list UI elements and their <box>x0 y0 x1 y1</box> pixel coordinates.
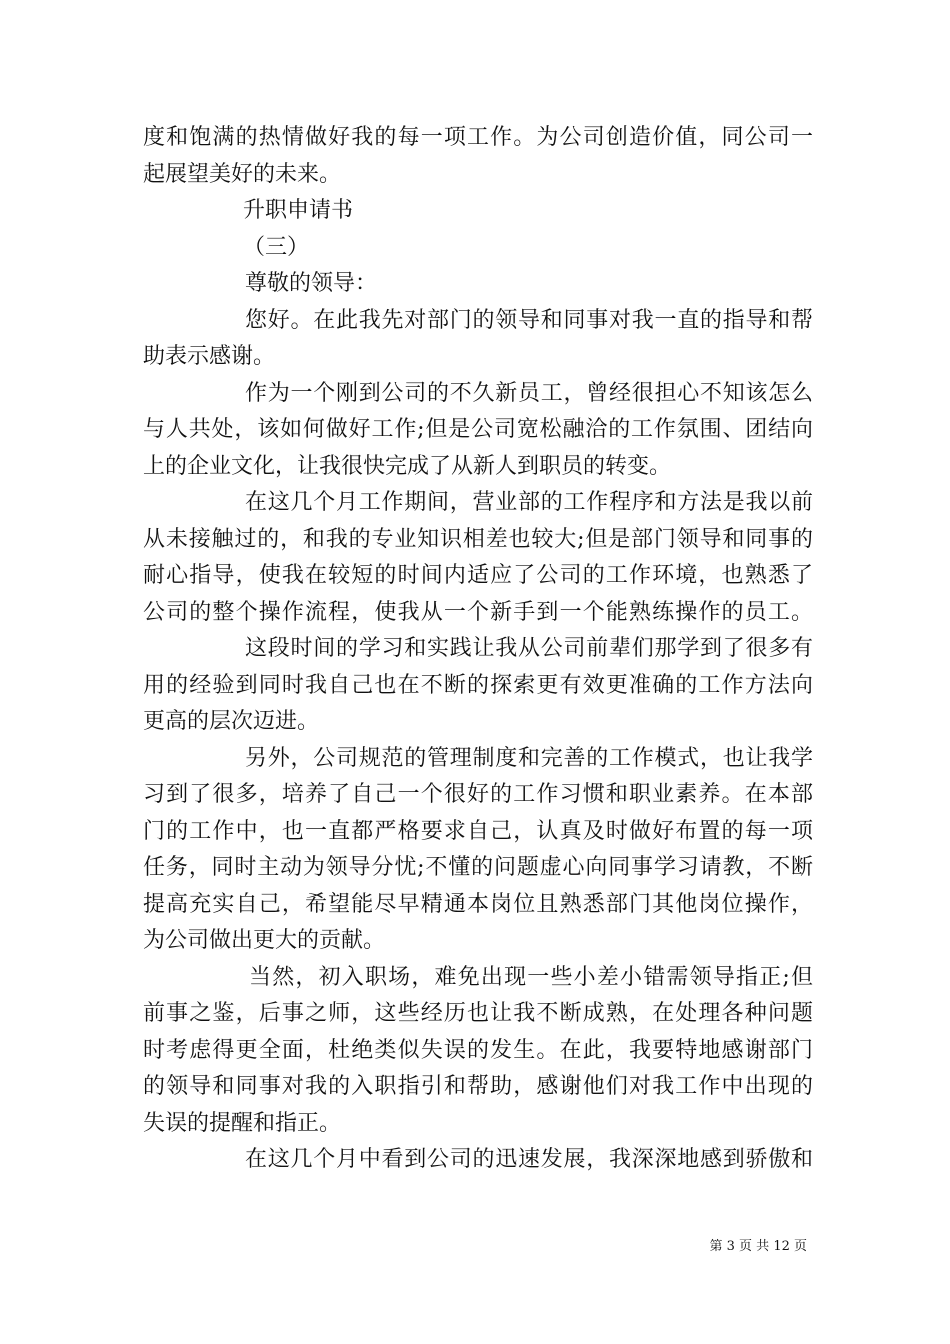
salutation: 尊敬的领导： <box>245 271 378 296</box>
text-line: 公司的整个操作流程，使我从一个新手到一个能熟练操作的员工。 <box>143 599 813 625</box>
text-line: 另外，公司规范的管理制度和完善的工作模式，也让我学 <box>245 745 813 771</box>
text-line: 的领导和同事对我的入职指引和帮助，感谢他们对我工作中出现的 <box>143 1074 813 1099</box>
text-line: 耐心指导，使我在较短的时间内适应了公司的工作环境，也熟悉了 <box>143 563 813 588</box>
document-body <box>143 120 813 1179</box>
text-line: 门的工作中，也一直都严格要求自己，认真及时做好布置的每一项 <box>143 818 813 844</box>
text-line: 在这几个月中看到公司的迅速发展，我深深地感到骄傲和 <box>245 1147 813 1172</box>
text-line: 度和饱满的热情做好我的每一项工作。为公司创造价值，同公司一 <box>143 125 813 150</box>
text-line: 作为一个刚到公司的不久新员工，曾经很担心不知该怎么 <box>245 380 813 406</box>
document-title: 升职申请书 <box>243 198 354 223</box>
text-line: 在这几个月工作期间，营业部的工作程序和方法是我以前 <box>245 490 813 515</box>
text-line: 与人共处，该如何做好工作;但是公司宽松融洽的工作氛围、团结向 <box>143 417 813 442</box>
text-line: 上的企业文化，让我很快完成了从新人到职员的转变。 <box>143 453 672 479</box>
text-line: 当然，初入职场，难免出现一些小差小错需领导指正;但 <box>249 964 813 990</box>
text-line: 前事之鉴，后事之师，这些经历也让我不断成熟，在处理各种问题 <box>143 1001 813 1026</box>
page-number: 第 3 页 共 12 页 <box>709 1239 807 1254</box>
text-line: 失误的提醒和指正。 <box>143 1110 342 1136</box>
text-line: 您好。在此我先对部门的领导和同事对我一直的指导和帮 <box>245 307 813 333</box>
text-line: 提高充实自己，希望能尽早精通本岗位且熟悉部门其他岗位操作， <box>143 891 813 917</box>
document-subtitle: （三） <box>243 234 310 260</box>
text-line: 时考虑得更全面，杜绝类似失误的发生。在此，我要特地感谢部门 <box>143 1037 813 1063</box>
text-line: 从未接触过的，和我的专业知识相差也较大;但是部门领导和同事的 <box>143 526 813 552</box>
text-line: 起展望美好的未来。 <box>143 161 342 187</box>
text-line: 这段时间的学习和实践让我从公司前辈们那学到了很多有 <box>245 636 813 661</box>
text-line: 任务，同时主动为领导分忧;不懂的问题虚心向同事学习请教，不断 <box>143 855 813 880</box>
text-line: 助表示感谢。 <box>143 344 276 369</box>
text-line: 更高的层次迈进。 <box>143 709 320 734</box>
text-line: 习到了很多，培养了自己一个很好的工作习惯和职业素养。在本部 <box>143 782 813 807</box>
text-line: 为公司做出更大的贡献。 <box>143 928 386 953</box>
text-line: 用的经验到同时我自己也在不断的探索更有效更准确的工作方法向 <box>143 672 813 698</box>
